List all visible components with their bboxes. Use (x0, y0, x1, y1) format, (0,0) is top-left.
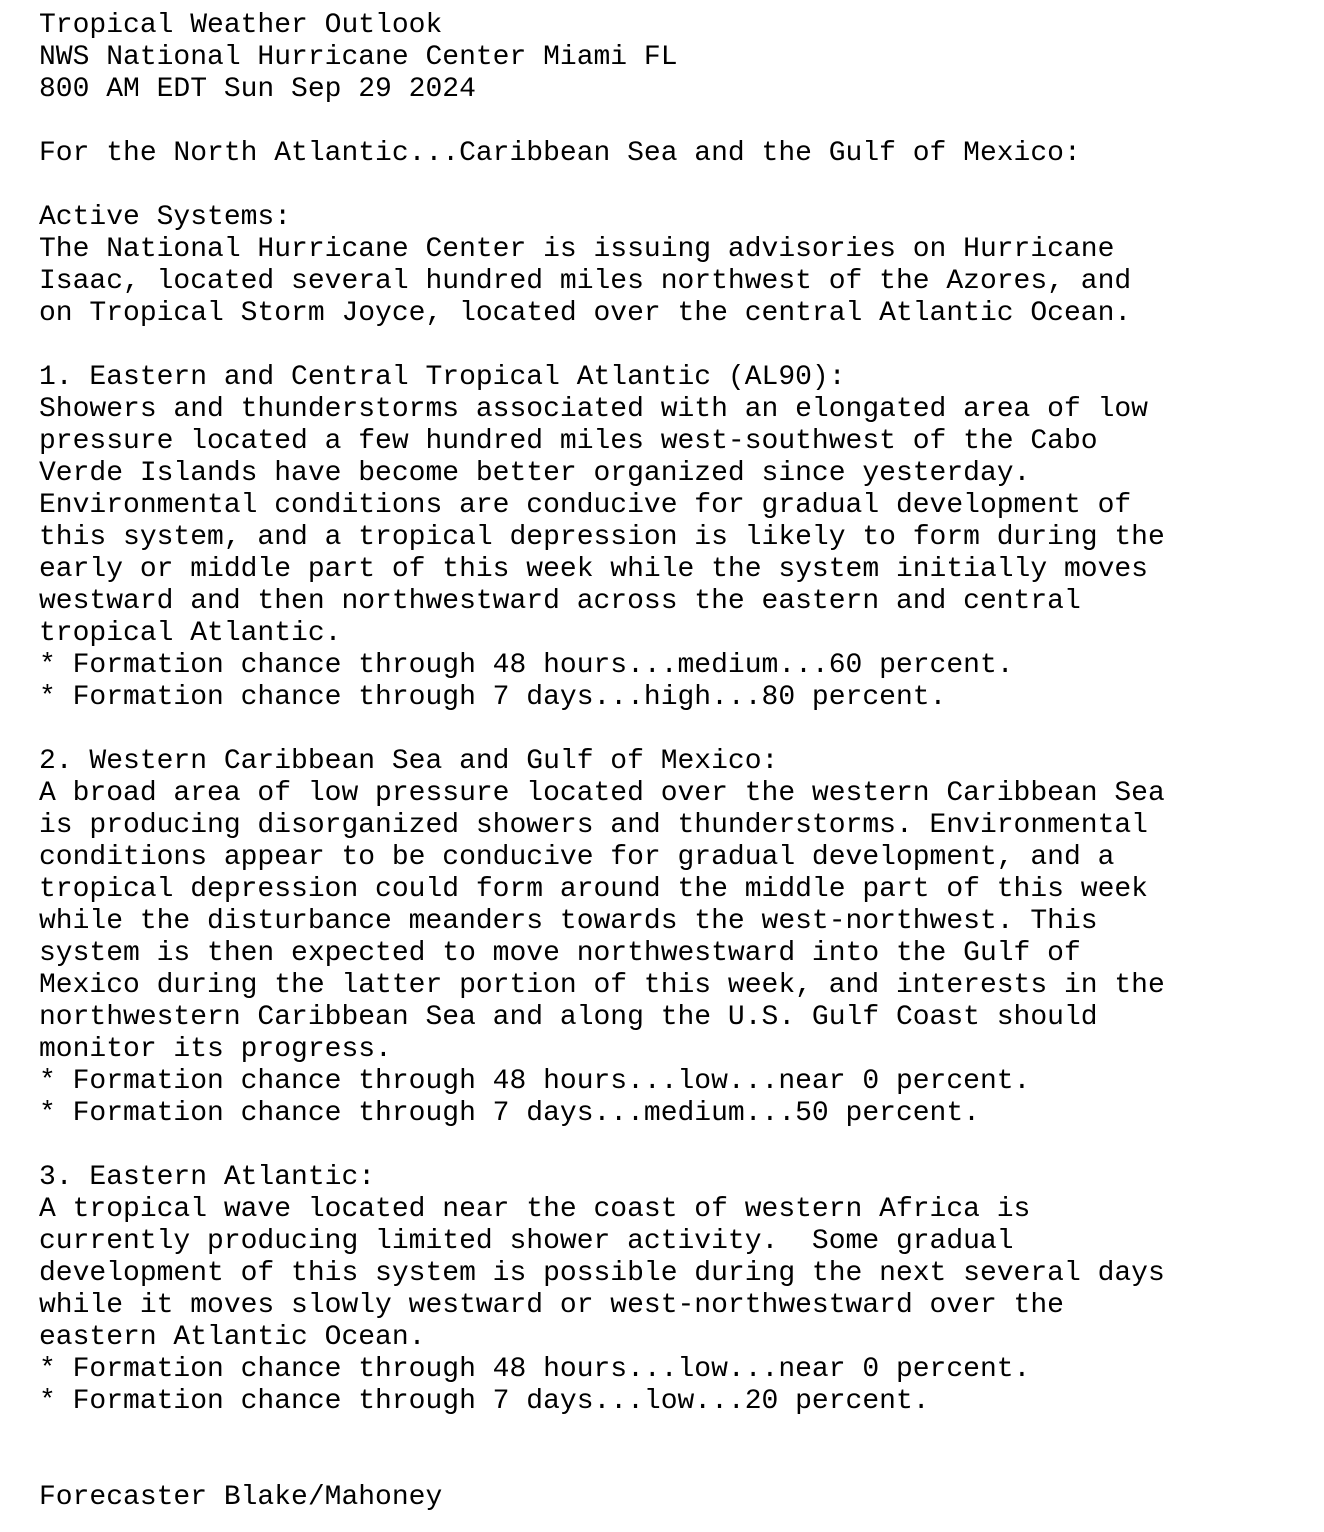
blank-line (39, 170, 1324, 202)
paragraph-line: Mexico during the latter portion of this week, and interests in the (39, 970, 1165, 1001)
system-1-section (39, 362, 1324, 714)
active-systems-section (39, 202, 1324, 330)
issue-time: 800 AM EDT Sun Sep 29 2024 (39, 74, 476, 105)
system-heading: 2. Western Caribbean Sea and Gulf of Mexico: (39, 746, 779, 777)
paragraph-line: development of this system is possible during the next several days (39, 1258, 1165, 1289)
paragraph-line: tropical depression could form around the middle part of this week (39, 874, 1148, 905)
paragraph-line: this system, and a tropical depression is likely to form during the (39, 522, 1165, 553)
blank-line (39, 1130, 1324, 1162)
issuing-office: NWS National Hurricane Center Miami FL (39, 42, 678, 73)
document-title: Tropical Weather Outlook (39, 10, 443, 41)
formation-chance-7d: * Formation chance through 7 days...low...20 percent. (39, 1386, 930, 1417)
formation-chance-48h: * Formation chance through 48 hours...low...near 0 percent. (39, 1066, 1031, 1097)
scope-line: For the North Atlantic...Caribbean Sea and the Gulf of Mexico: (39, 138, 1081, 169)
paragraph-line: is producing disorganized showers and thunderstorms. Environmental (39, 810, 1148, 841)
blank-line (39, 714, 1324, 746)
formation-chance-48h: * Formation chance through 48 hours...medium...60 percent. (39, 650, 1014, 681)
forecaster-signature: Forecaster Blake/Mahoney (39, 1482, 443, 1513)
blank-line (39, 330, 1324, 362)
blank-line (39, 106, 1324, 138)
system-2-section (39, 746, 1324, 1130)
paragraph-line: while the disturbance meanders towards the west-northwest. This (39, 906, 1098, 937)
paragraph-line: while it moves slowly westward or west-northwestward over the (39, 1290, 1064, 1321)
paragraph-line: tropical Atlantic. (39, 618, 342, 649)
system-3-section (39, 1162, 1324, 1418)
paragraph-line: Verde Islands have become better organized since yesterday. (39, 458, 1031, 489)
formation-chance-48h: * Formation chance through 48 hours...low...near 0 percent. (39, 1354, 1031, 1385)
paragraph-line: currently producing limited shower activity. Some gradual (39, 1226, 1014, 1257)
paragraph-line: eastern Atlantic Ocean. (39, 1322, 426, 1353)
paragraph-line: A tropical wave located near the coast of western Africa is (39, 1194, 1031, 1225)
paragraph-line: Isaac, located several hundred miles northwest of the Azores, and (39, 266, 1132, 297)
paragraph-line: monitor its progress. (39, 1034, 392, 1065)
paragraph-line: early or middle part of this week while the system initially moves (39, 554, 1148, 585)
formation-chance-7d: * Formation chance through 7 days...high...80 percent. (39, 682, 947, 713)
system-heading: 1. Eastern and Central Tropical Atlantic (AL90): (39, 362, 846, 393)
paragraph-line: Showers and thunderstorms associated with an elongated area of low (39, 394, 1148, 425)
paragraph-line: westward and then northwestward across the eastern and central (39, 586, 1081, 617)
formation-chance-7d: * Formation chance through 7 days...medium...50 percent. (39, 1098, 980, 1129)
paragraph-line: A broad area of low pressure located over the western Caribbean Sea (39, 778, 1165, 809)
paragraph-line: on Tropical Storm Joyce, located over the central Atlantic Ocean. (39, 298, 1132, 329)
paragraph-line: system is then expected to move northwestward into the Gulf of (39, 938, 1081, 969)
paragraph-line: The National Hurricane Center is issuing advisories on Hurricane (39, 234, 1115, 265)
paragraph-line: Environmental conditions are conducive for gradual development of (39, 490, 1132, 521)
active-systems-heading: Active Systems: (39, 202, 292, 233)
header (39, 10, 1324, 106)
system-heading: 3. Eastern Atlantic: (39, 1162, 376, 1193)
blank-lines (39, 1418, 1324, 1482)
paragraph-line: pressure located a few hundred miles west-southwest of the Cabo (39, 426, 1098, 457)
paragraph-line: conditions appear to be conducive for gradual development, and a (39, 842, 1115, 873)
paragraph-line: northwestern Caribbean Sea and along the U.S. Gulf Coast should (39, 1002, 1098, 1033)
